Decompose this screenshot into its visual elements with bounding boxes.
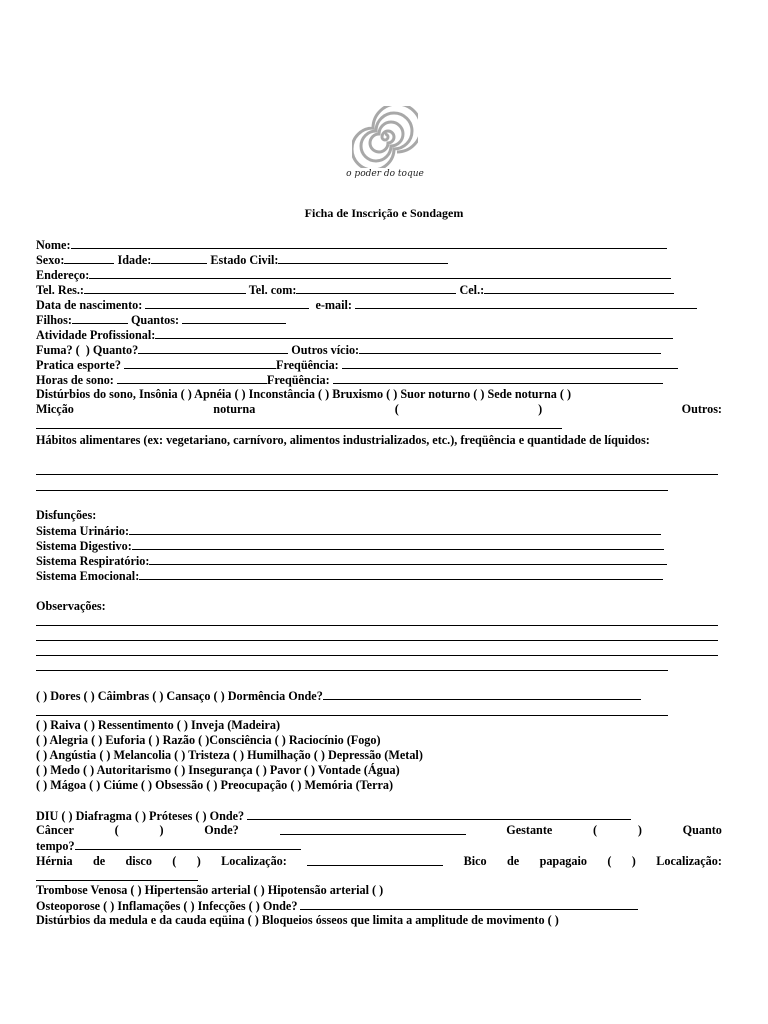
nascimento-line bbox=[36, 297, 697, 312]
osteoporose-label: Osteoporose ( ) Inflamações ( ) Infecções ( ) Onde? bbox=[36, 899, 298, 913]
tel-com-field[interactable] bbox=[296, 282, 456, 294]
cancer-onde-label: Onde? bbox=[204, 823, 239, 837]
dores-line bbox=[36, 688, 641, 703]
tel-res-label: Tel. Res.: bbox=[36, 283, 84, 297]
data-nasc-field[interactable] bbox=[145, 297, 309, 309]
habitos-text: Hábitos alimentares (ex: vegetariano, carnívoro, alimentos industrializados, etc.), freqüência e quantidade de líquidos: bbox=[36, 433, 650, 447]
quantos-field[interactable] bbox=[182, 312, 286, 324]
outros-answer-line[interactable] bbox=[36, 428, 562, 429]
noturna-word: noturna bbox=[213, 402, 256, 416]
bico-localizacao-label: Localização: bbox=[656, 854, 722, 868]
miccao-paren-close: ) bbox=[538, 402, 543, 416]
bico-localizacao-field[interactable] bbox=[36, 880, 198, 881]
bico-word: Bico bbox=[463, 854, 487, 868]
tel-res-field[interactable] bbox=[84, 282, 246, 294]
madeira-line: ( ) Raiva ( ) Ressentimento ( ) Inveja (Madeira) bbox=[36, 718, 281, 732]
quanto-word: Quanto bbox=[682, 823, 722, 837]
idade-field[interactable] bbox=[151, 252, 207, 264]
papagaio-word: papagaio bbox=[539, 854, 587, 868]
osteoporose-field[interactable] bbox=[300, 898, 638, 910]
atividade-label: Atividade Profissional: bbox=[36, 328, 156, 342]
urinario-line bbox=[36, 523, 661, 538]
cel-field[interactable] bbox=[484, 282, 674, 294]
medula-line: Distúrbios da medula e da cauda eqüina ( ) Bloqueios ósseos que limita a amplitude de movimento ( ) bbox=[36, 913, 559, 927]
disco-word: disco bbox=[125, 854, 152, 868]
hernia-paren-open: ( bbox=[172, 854, 177, 868]
miccao-paren-open: ( bbox=[394, 402, 399, 416]
filhos-field[interactable] bbox=[72, 312, 128, 324]
osteoporose-line bbox=[36, 898, 638, 913]
esporte-line bbox=[36, 357, 678, 372]
gestante-label: Gestante bbox=[506, 823, 553, 837]
diu-field[interactable] bbox=[247, 808, 631, 820]
metal-line: ( ) Angústia ( ) Melancolia ( ) Tristeza ( ) Humilhação ( ) Depressão (Metal) bbox=[36, 748, 423, 762]
dores-label: ( ) Dores ( ) Câimbras ( ) Cansaço ( ) Dormência Onde? bbox=[36, 689, 323, 703]
quantos-label: Quantos: bbox=[130, 313, 180, 327]
urinario-label: Sistema Urinário: bbox=[36, 524, 130, 538]
observacoes-line[interactable] bbox=[36, 640, 718, 641]
bico-paren-close: ) bbox=[631, 854, 636, 868]
respiratorio-line bbox=[36, 553, 667, 568]
tempo-field[interactable] bbox=[75, 838, 301, 850]
sexo-label: Sexo: bbox=[36, 253, 65, 267]
endereco-field[interactable] bbox=[89, 267, 671, 279]
emocional-label: Sistema Emocional: bbox=[36, 569, 140, 583]
sono-frequencia-label: Freqüência: bbox=[266, 373, 330, 387]
tel-com-label: Tel. com: bbox=[248, 283, 297, 297]
atividade-line bbox=[36, 327, 673, 342]
esporte-frequencia-label: Freqüência: bbox=[276, 358, 339, 372]
bico-paren-open: ( bbox=[607, 854, 612, 868]
cancer-onde-field[interactable] bbox=[280, 823, 466, 835]
respiratorio-field[interactable] bbox=[149, 553, 667, 565]
hernia-line bbox=[36, 854, 722, 869]
horas-sono-label: Horas de sono: bbox=[36, 373, 114, 387]
logo-tagline: o poder do toque bbox=[346, 169, 424, 179]
filhos-label: Filhos: bbox=[36, 313, 72, 327]
dores-answer-line[interactable] bbox=[36, 715, 668, 716]
idade-label: Idade: bbox=[117, 253, 152, 267]
de-word: de bbox=[92, 854, 106, 868]
quanto-field[interactable] bbox=[138, 342, 288, 354]
estado-civil-label: Estado Civil: bbox=[210, 253, 279, 267]
logo bbox=[340, 106, 430, 186]
atividade-field[interactable] bbox=[155, 327, 673, 339]
dores-field[interactable] bbox=[323, 688, 641, 700]
esporte-field[interactable] bbox=[124, 357, 276, 369]
outros-vicio-label: Outros vício: bbox=[291, 343, 360, 357]
urinario-field[interactable] bbox=[129, 523, 661, 535]
cel-label: Cel.: bbox=[459, 283, 485, 297]
tel-line bbox=[36, 282, 674, 297]
filhos-line bbox=[36, 312, 286, 327]
nome-line bbox=[36, 237, 667, 252]
fogo-line: ( ) Alegria ( ) Euforia ( ) Razão ( )Consciência ( ) Raciocínio (Fogo) bbox=[36, 733, 381, 747]
email-field[interactable] bbox=[355, 297, 697, 309]
endereco-label: Endereço: bbox=[36, 268, 90, 282]
cancer-paren-open: ( bbox=[114, 823, 119, 837]
quanto-label: ) Quanto? bbox=[85, 343, 139, 357]
data-nasc-label: Data de nascimento: bbox=[36, 298, 143, 312]
cancer-line bbox=[36, 823, 722, 838]
esporte-label: Pratica esporte? bbox=[36, 358, 121, 372]
digestivo-field[interactable] bbox=[132, 538, 664, 550]
gestante-paren-open: ( bbox=[593, 823, 598, 837]
terra-line: ( ) Mágoa ( ) Ciúme ( ) Obsessão ( ) Preocupação ( ) Memória (Terra) bbox=[36, 778, 394, 792]
endereco-line bbox=[36, 267, 671, 282]
agua-line: ( ) Medo ( ) Autoritarismo ( ) Insegurança ( ) Pavor ( ) Vontade (Água) bbox=[36, 763, 400, 777]
cancer-paren-close: ) bbox=[159, 823, 164, 837]
fuma-line bbox=[36, 342, 661, 357]
emocional-line bbox=[36, 568, 663, 583]
respiratorio-label: Sistema Respiratório: bbox=[36, 554, 150, 568]
outros-vicio-field[interactable] bbox=[359, 342, 661, 354]
digestivo-label: Sistema Digestivo: bbox=[36, 539, 132, 553]
emocional-field[interactable] bbox=[139, 568, 663, 580]
estado-civil-field[interactable] bbox=[278, 252, 448, 264]
diu-label: DIU ( ) Diafragma ( ) Próteses ( ) Onde? bbox=[36, 809, 245, 823]
sono-frequencia-field[interactable] bbox=[333, 372, 663, 384]
outros-label: Outros: bbox=[681, 402, 722, 416]
esporte-frequencia-field[interactable] bbox=[342, 357, 678, 369]
observacoes-line[interactable] bbox=[36, 670, 668, 671]
tempo-line bbox=[36, 838, 301, 853]
sexo-field[interactable] bbox=[64, 252, 114, 264]
spiral-logo-icon bbox=[352, 106, 418, 168]
hernia-paren-close: ) bbox=[196, 854, 201, 868]
diu-line bbox=[36, 808, 631, 823]
nome-field[interactable] bbox=[71, 237, 667, 249]
tempo-label: tempo? bbox=[36, 839, 75, 853]
observacoes-line[interactable] bbox=[36, 625, 718, 626]
habitos-answer-line[interactable] bbox=[36, 474, 718, 475]
hernia-word: Hérnia bbox=[36, 854, 73, 868]
disturbios-sono-line: Distúrbios do sono, Insônia ( ) Apnéia ( ) Inconstância ( ) Bruxismo ( ) Suor noturno ( ) Sede noturna ( ) bbox=[36, 387, 572, 401]
miccao-line bbox=[36, 402, 722, 417]
hernia-localizacao-label: Localização: bbox=[221, 854, 287, 868]
gestante-paren-close: ) bbox=[637, 823, 642, 837]
miccao-word: Micção bbox=[36, 402, 74, 416]
cancer-word: Câncer bbox=[36, 823, 74, 837]
sono-line bbox=[36, 372, 663, 387]
de-word-2: de bbox=[507, 854, 520, 868]
observacoes-label: Observações: bbox=[36, 599, 106, 613]
trombose-line: Trombose Venosa ( ) Hipertensão arterial ( ) Hipotensão arterial ( ) bbox=[36, 883, 384, 897]
form-title: Ficha de Inscrição e Sondagem bbox=[304, 206, 464, 220]
disfuncoes-heading: Disfunções: bbox=[36, 508, 97, 522]
nome-label: Nome: bbox=[36, 238, 71, 252]
digestivo-line bbox=[36, 538, 664, 553]
habitos-answer-line[interactable] bbox=[36, 490, 668, 491]
email-label: e-mail: bbox=[315, 298, 352, 312]
hernia-localizacao-field[interactable] bbox=[307, 854, 443, 866]
horas-sono-field[interactable] bbox=[117, 372, 267, 384]
observacoes-line[interactable] bbox=[36, 655, 718, 656]
sexo-line bbox=[36, 252, 448, 267]
fuma-label: Fuma? ( bbox=[36, 343, 80, 357]
